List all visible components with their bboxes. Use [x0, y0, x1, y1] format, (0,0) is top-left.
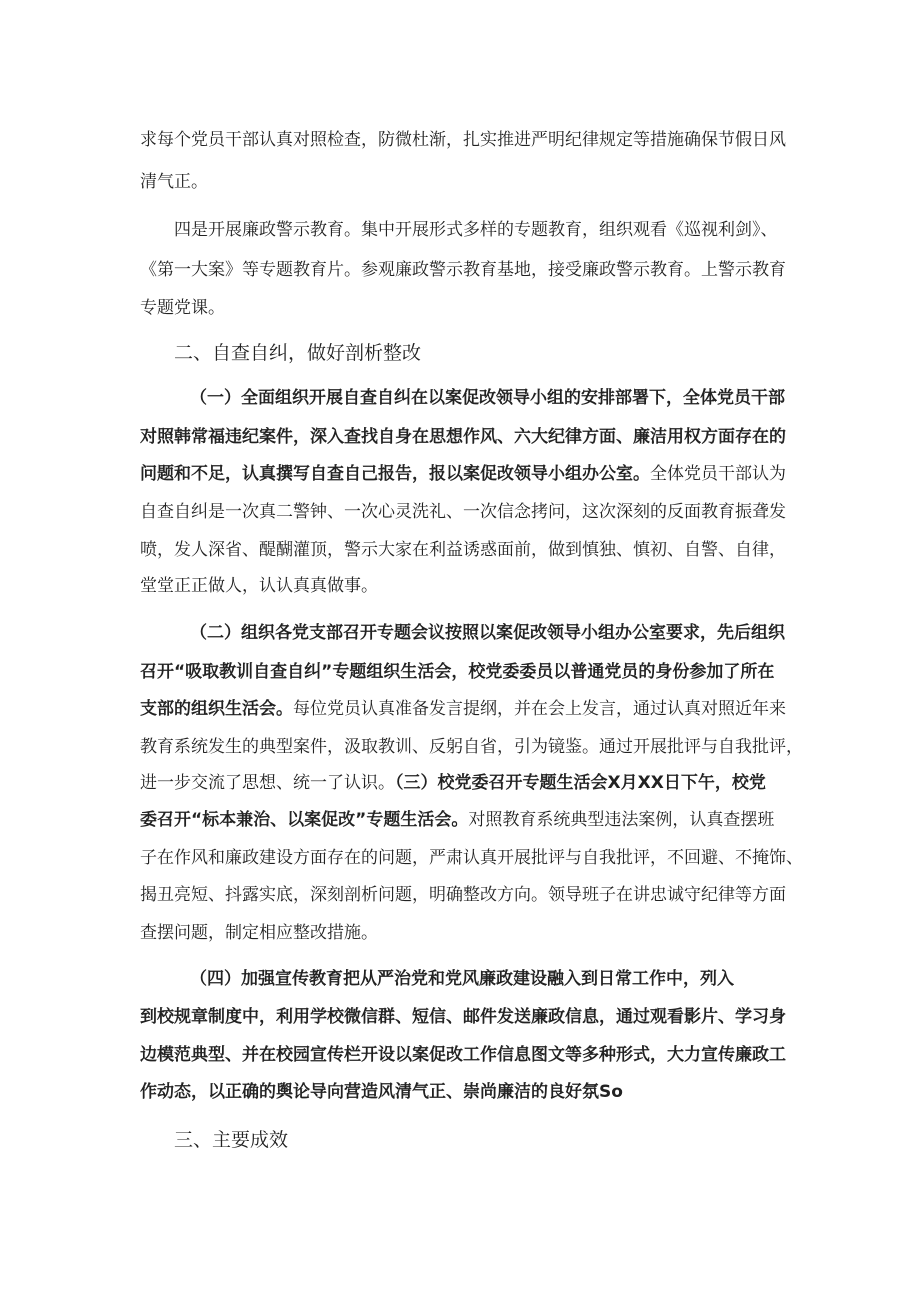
text-line: （二）组织各党支部召开专题会议按照以案促改领导小组办公室要求，先后组织 — [190, 623, 785, 643]
text-line — [140, 462, 786, 486]
text-line: 专题党课。 — [140, 298, 225, 318]
bold-run: （三）校党委召开专题生活会X月XX日下午，校党 — [395, 773, 766, 793]
text-line: 对照韩常福违纪案件，深入查找自身在思想作风、六大纪律方面、廉洁用权方面存在的 — [140, 427, 786, 447]
normal-run: 全体党员干部认为 — [650, 464, 786, 484]
text-line: 自查自纠是一次真二警钟、一次心灵洗礼、一次信念拷问，这次深刻的反面教育振聋发 — [140, 502, 786, 522]
text-line: 揭丑亮短、抖露实底，深刻剖析问题，明确整改方向。领导班子在讲忠诚守纪律等方面 — [140, 885, 786, 905]
text-line — [140, 697, 786, 721]
text-line: （四）加强宣传教育把从严治党和党风廉政建设融入到日常工作中，列入 — [190, 969, 734, 989]
section-heading: 三、主要成效 — [174, 1129, 289, 1151]
text-line — [140, 771, 766, 795]
normal-run: 进一步交流了思想、统一了认识。 — [140, 773, 395, 793]
text-line: 到校规章制度中，利用学校微信群、短信、邮件发送廉政信息，通过观看影片、学习身 — [140, 1007, 786, 1027]
text-line: 《第一大案》等专题教育片。参观廉政警示教育基地，接受廉政警示教育。上警示教育 — [140, 260, 786, 280]
text-line — [140, 808, 774, 832]
text-line: 堂堂正正做人，认认真真做事。 — [140, 576, 378, 596]
bold-run: 问题和不足，认真撰写自查自己报告，报以案促改领导小组办公室。 — [140, 464, 650, 484]
text-line: 子在作风和廉政建设方面存在的问题，严肃认真开展批评与自我批评，不回避、不掩饰、 — [140, 848, 803, 868]
text-line: 查摆问题，制定相应整改措施。 — [140, 923, 378, 943]
bold-run: 支部的组织生活会。 — [140, 699, 293, 719]
text-line: 求每个党员干部认真对照检查，防微杜渐，扎实推进严明纪律规定等措施确保节假日风 — [140, 130, 786, 150]
text-line: 四是开展廉政警示教育。集中开展形式多样的专题教育，组织观看《巡视利剑》、 — [174, 220, 778, 240]
text-line: 喷，发人深省、醍醐灌顶，警示大家在利益诱惑面前，做到慎独、慎初、自警、自律， — [140, 540, 786, 560]
text-line: （一）全面组织开展自查自纠在以案促改领导小组的安排部署下，全体党员干部 — [190, 388, 785, 408]
text-line: 清气正。 — [140, 172, 208, 192]
normal-run: 对照教育系统典型违法案例，认真查摆班 — [468, 810, 775, 830]
section-heading: 二、自查自纠，做好剖析整改 — [174, 342, 422, 364]
normal-run: 每位党员认真准备发言提纲，并在会上发言，通过认真对照近年来 — [293, 699, 786, 719]
bold-run: 委召开“标本兼治、以案促改”专题生活会。 — [140, 810, 469, 830]
text-line: 作动态，以正确的舆论导向营造风清气正、崇尚廉洁的良好氛So — [140, 1082, 623, 1102]
text-line: 教育系统发生的典型案件，汲取教训、反躬自省，引为镜鉴。通过开展批评与自我批评， — [140, 737, 803, 757]
text-line: 边模范典型、并在校园宣传栏开设以案促改工作信息图文等多种形式，大力宣传廉政工 — [140, 1045, 786, 1065]
text-line: 召开“吸取教训自查自纠”专题组织生活会，校党委委员以普通党员的身份参加了所在 — [140, 662, 775, 682]
